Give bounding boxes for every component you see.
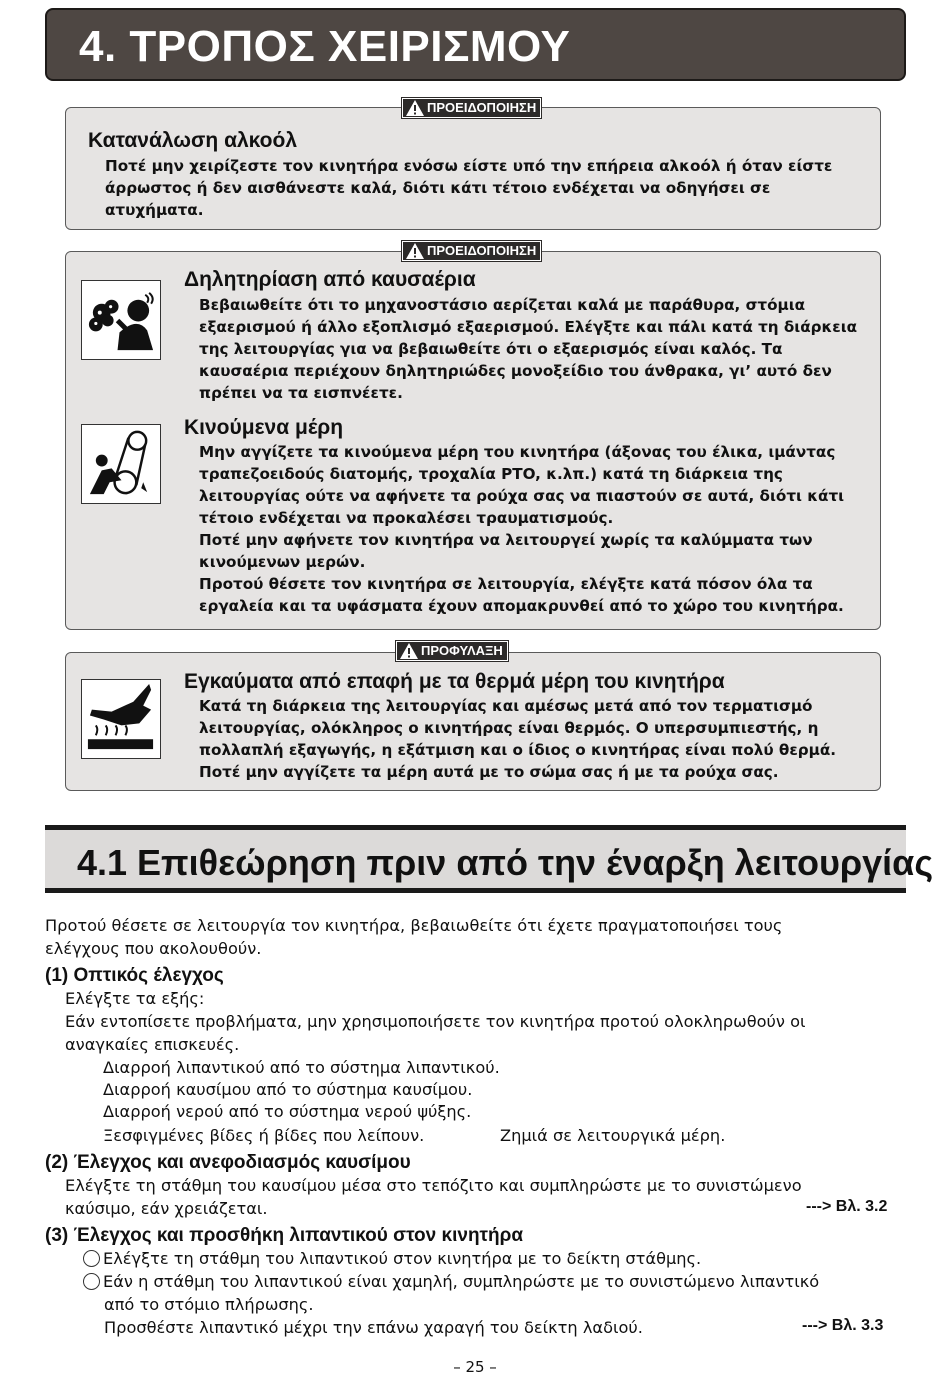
burns-heading: Εγκαύματα από επαφή με τα θερμά μέρη του κινητήρα bbox=[184, 670, 725, 693]
circle-bullet-icon bbox=[83, 1250, 100, 1267]
warning-triangle-icon bbox=[405, 99, 425, 117]
visual-check-line-3: αναγκαίες επισκευές. bbox=[65, 1035, 240, 1054]
exhaust-gas-poisoning-icon bbox=[81, 280, 161, 360]
oil-check-bullet-1: Ελέγξτε τη στάθμη του λιπαντικού στον κινητήρα με το δείκτη στάθμης. bbox=[83, 1247, 701, 1270]
visual-check-heading: (1) Οπτικός έλεγχος bbox=[45, 965, 224, 986]
moving-parts-text: Μην αγγίζετε τα κινούμενα μέρη του κινητήρα (άξονας του έλικα, ιμάντας τραπεζοειδούς διατομής, τροχαλία PTO, κ.λπ.) κατά τη διάρκεια της λειτουργίας ούτε να αφήνετε τα ρούχα σας να πιαστούν σε αυτά, διότι κάτι τέτοιο ενδέχεται να προκαλέσει τραυματισμούς. Ποτέ μην αφήνετε τον κινητήρα να λειτουργεί χωρίς τα καλύμματα των κινούμενων μερών. Προτού θέσετε τον κινητήρα σε λειτουργία, ελέγξτε κατά πόσον όλα τα εργαλεία και τα υφάσματα έχουν απομακρυνθεί από το χώρο του κινητήρα. bbox=[199, 443, 845, 615]
intro-line-2: ελέγχους που ακολουθούν. bbox=[45, 939, 262, 958]
intro-line-1: Προτού θέσετε σε λειτουργία τον κινητήρα, βεβαιωθείτε ότι έχετε πραγματοποιήσει τους bbox=[45, 916, 783, 935]
circle-bullet-icon bbox=[83, 1273, 100, 1290]
warning-tag: ΠΡΟΕΙΔΟΠΟΙΗΣΗ bbox=[402, 98, 541, 118]
chapter-title-bar bbox=[45, 8, 906, 81]
oil-check-heading: (3) Έλεγχος και προσθήκη λιπαντικού στον κινητήρα bbox=[45, 1225, 524, 1246]
visual-check-line-2: Εάν εντοπίσετε προβλήματα, μην χρησιμοποιήσετε τον κινητήρα προτού ολοκληρωθούν οι bbox=[65, 1012, 806, 1031]
warning-triangle-icon bbox=[399, 642, 419, 660]
moving-parts-entanglement-icon bbox=[81, 424, 161, 504]
fuel-check-heading: (2) Έλεγχος και ανεφοδιασμός καυσίμου bbox=[45, 1152, 411, 1173]
alcohol-text: Ποτέ μην χειρίζεστε τον κινητήρα ενόσω είστε υπό την επήρεια αλκοόλ ή όταν είστε άρρωστος ή δεν αισθάνεστε καλά, διότι κάτι τέτοιο ενδέχεται να οδηγήσει σε ατυχήματα. bbox=[105, 157, 833, 219]
alcohol-heading: Κατανάλωση αλκοόλ bbox=[88, 129, 298, 152]
section-title: 4.1 Επιθεώρηση πριν από την έναρξη λειτουργίας bbox=[77, 842, 934, 883]
warning-triangle-icon bbox=[405, 242, 425, 260]
check-item: Ζημιά σε λειτουργικά μέρη. bbox=[500, 1126, 726, 1145]
moving-parts-heading: Κινούμενα μέρη bbox=[184, 416, 344, 439]
section-title-bar bbox=[45, 825, 934, 893]
warning-tag: ΠΡΟΕΙΔΟΠΟΙΗΣΗ bbox=[402, 241, 541, 261]
burns-text: Κατά τη διάρκεια της λειτουργίας και αμέσως μετά από τον τερματισμό λειτουργίας, ολόκληρος ο κινητήρας είναι θερμός. Ο υπερσυμπιεστής, η πολλαπλή εξαγωγής, η εξάτμιση και ο ίδιος ο κινητήρας είναι πολύ θερμά. Ποτέ μην αγγίζετε τα μέρη αυτά με το σώμα σας ή με τα ρούχα σας. bbox=[199, 697, 837, 781]
oil-check-bullet-2: Εάν η στάθμη του λιπαντικού είναι χαμηλή, συμπληρώστε με το συνιστώμενο λιπαντικό bbox=[83, 1270, 819, 1293]
hot-surface-burn-icon bbox=[81, 679, 161, 759]
oil-check-line-3: Προσθέστε λιπαντικό μέχρι την επάνω χαραγή του δείκτη λαδιού. bbox=[104, 1318, 643, 1337]
oil-check-bullet-2-cont: από το στόμιο πλήρωσης. bbox=[104, 1295, 314, 1314]
check-item: Ξεσφιγμένες βίδες ή βίδες που λείπουν. bbox=[103, 1126, 425, 1145]
fuel-reference: ---> Βλ. 3.2 bbox=[806, 1198, 888, 1215]
check-item: Διαρροή λιπαντικού από το σύστημα λιπαντικού. bbox=[103, 1058, 500, 1077]
fuel-check-line-1: Ελέγξτε τη στάθμη του καυσίμου μέσα στο τεπόζιτο και συμπληρώστε με το συνιστώμενο bbox=[65, 1176, 802, 1195]
page-number: – 25 – bbox=[453, 1358, 497, 1376]
check-item: Διαρροή καυσίμου από το σύστημα καυσίμου. bbox=[103, 1080, 473, 1099]
exhaust-heading: Δηλητηρίαση από καυσαέρια bbox=[184, 268, 476, 291]
oil-reference: ---> Βλ. 3.3 bbox=[802, 1317, 884, 1334]
chapter-title: 4. ΤΡΟΠΟΣ ΧΕΙΡΙΣΜΟΥ bbox=[79, 22, 571, 71]
visual-check-line-1: Ελέγξτε τα εξής: bbox=[65, 989, 205, 1008]
fuel-check-line-2: καύσιμο, εάν χρειάζεται. bbox=[65, 1199, 268, 1218]
caution-tag: ΠΡΟΦΥΛΑΞΗ bbox=[396, 641, 508, 661]
check-item: Διαρροή νερού από το σύστημα νερού ψύξης. bbox=[103, 1102, 472, 1121]
exhaust-text: Βεβαιωθείτε ότι το μηχανοστάσιο αερίζεται καλά με παράθυρα, στόμια εξαερισμού ή άλλο εξοπλισμό εξαερισμού. Ελέγξτε και πάλι κατά τη διάρκεια της λειτουργίας για να βεβαιωθείτε ότι ο εξαερισμός είναι καλός. Τα καυσαέρια περιέχουν δηλητηριώδες μονοξείδιο του άνθρακα, γι’ αυτό δεν πρέπει να τα εισπνέετε. bbox=[199, 296, 858, 402]
